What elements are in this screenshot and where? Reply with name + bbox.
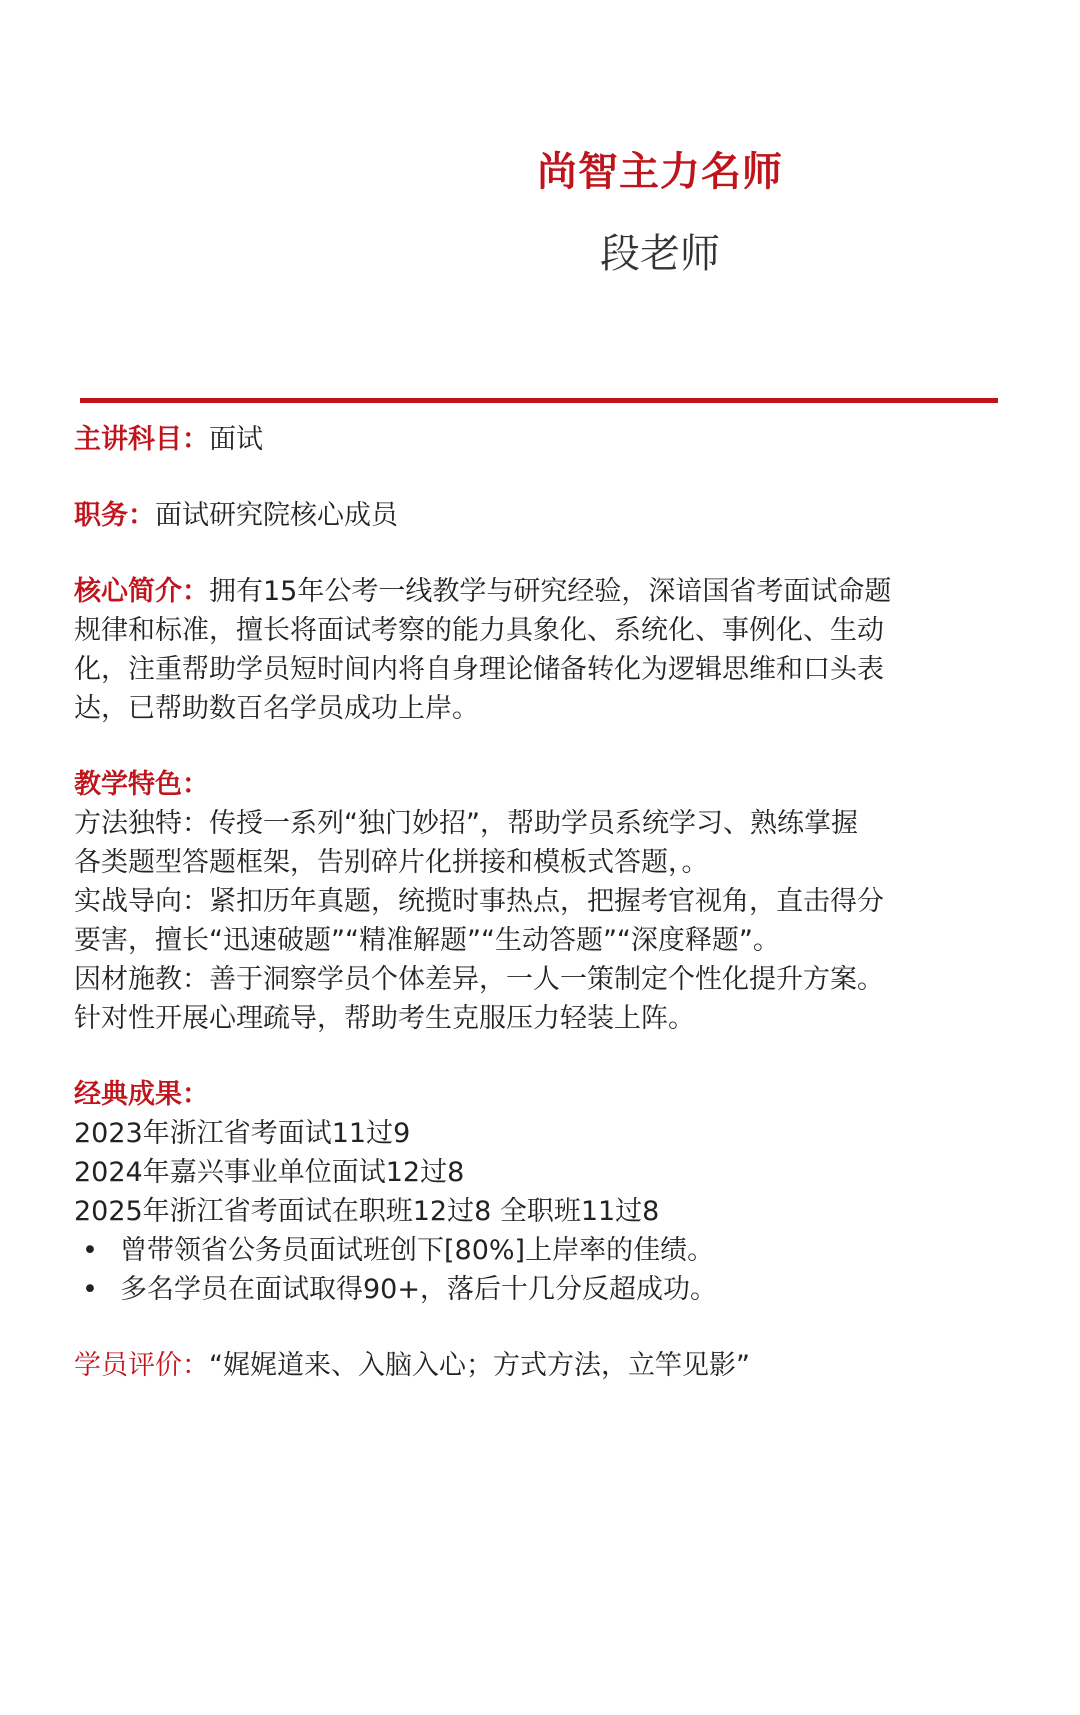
features-line: 因材施教：善于洞察学员个体差异，一人一策制定个性化提升方案。 bbox=[74, 964, 884, 995]
review-value: “娓娓道来、入脑入心；方式方法，立竿见影” bbox=[209, 1350, 750, 1381]
results-line: 2023年浙江省考面试11过9 bbox=[74, 1118, 411, 1149]
bullet-text: 曾带领省公务员面试班创下[80%]上岸率的佳绩。 bbox=[120, 1235, 715, 1266]
review-label: 学员评价： bbox=[74, 1350, 209, 1381]
results-line: 2025年浙江省考面试在职班12过8 全职班11过8 bbox=[74, 1196, 660, 1227]
brand-title: 尚智主力名师 bbox=[537, 149, 783, 195]
results-line: 2024年嘉兴事业单位面试12过8 bbox=[74, 1157, 465, 1188]
results-label: 经典成果： bbox=[74, 1079, 209, 1110]
subject-row bbox=[74, 420, 1004, 459]
features-section bbox=[74, 765, 1004, 1038]
results-bullet-list bbox=[74, 1231, 1004, 1309]
list-item bbox=[74, 1231, 1004, 1270]
position-row bbox=[74, 496, 1004, 535]
review-row bbox=[74, 1346, 1004, 1385]
bullet-text: 多名学员在面试取得90+，落后十几分反超成功。 bbox=[120, 1274, 717, 1305]
bullet-dot-icon: • bbox=[82, 1274, 98, 1305]
profile-content bbox=[74, 420, 1004, 1385]
position-value: 面试研究院核心成员 bbox=[155, 500, 398, 531]
list-item bbox=[74, 1270, 1004, 1309]
position-label: 职务： bbox=[74, 500, 155, 531]
features-label: 教学特色： bbox=[74, 769, 209, 800]
intro-line: 化，注重帮助学员短时间内将自身理论储备转化为逻辑思维和口头表 bbox=[74, 654, 884, 685]
features-line: 要害，擅长“迅速破题”“精准解题”“生动答题”“深度释题”。 bbox=[74, 925, 780, 956]
intro-label: 核心简介： bbox=[74, 576, 209, 607]
features-line: 实战导向：紧扣历年真题，统揽时事热点，把握考官视角，直击得分 bbox=[74, 886, 884, 917]
features-line: 各类题型答题框架，告别碎片化拼接和模板式答题，。 bbox=[74, 847, 709, 878]
features-line: 方法独特：传授一系列“独门妙招”，帮助学员系统学习、熟练掌握 bbox=[74, 808, 858, 839]
intro-line: 达，已帮助数百名学员成功上岸。 bbox=[74, 693, 479, 724]
bullet-dot-icon: • bbox=[82, 1235, 98, 1266]
subject-label: 主讲科目： bbox=[74, 424, 209, 455]
features-line: 针对性开展心理疏导，帮助考生克服压力轻装上阵。 bbox=[74, 1003, 695, 1034]
header-divider bbox=[80, 398, 998, 403]
results-section bbox=[74, 1075, 1004, 1309]
intro-section bbox=[74, 572, 1004, 728]
intro-line: 规律和标准，擅长将面试考察的能力具象化、系统化、事例化、生动 bbox=[74, 615, 884, 646]
teacher-name: 段老师 bbox=[600, 231, 720, 277]
intro-line: 核心简介：拥有15年公考一线教学与研究经验，深谙国省考面试命题 bbox=[74, 576, 892, 607]
subject-value: 面试 bbox=[209, 424, 263, 455]
